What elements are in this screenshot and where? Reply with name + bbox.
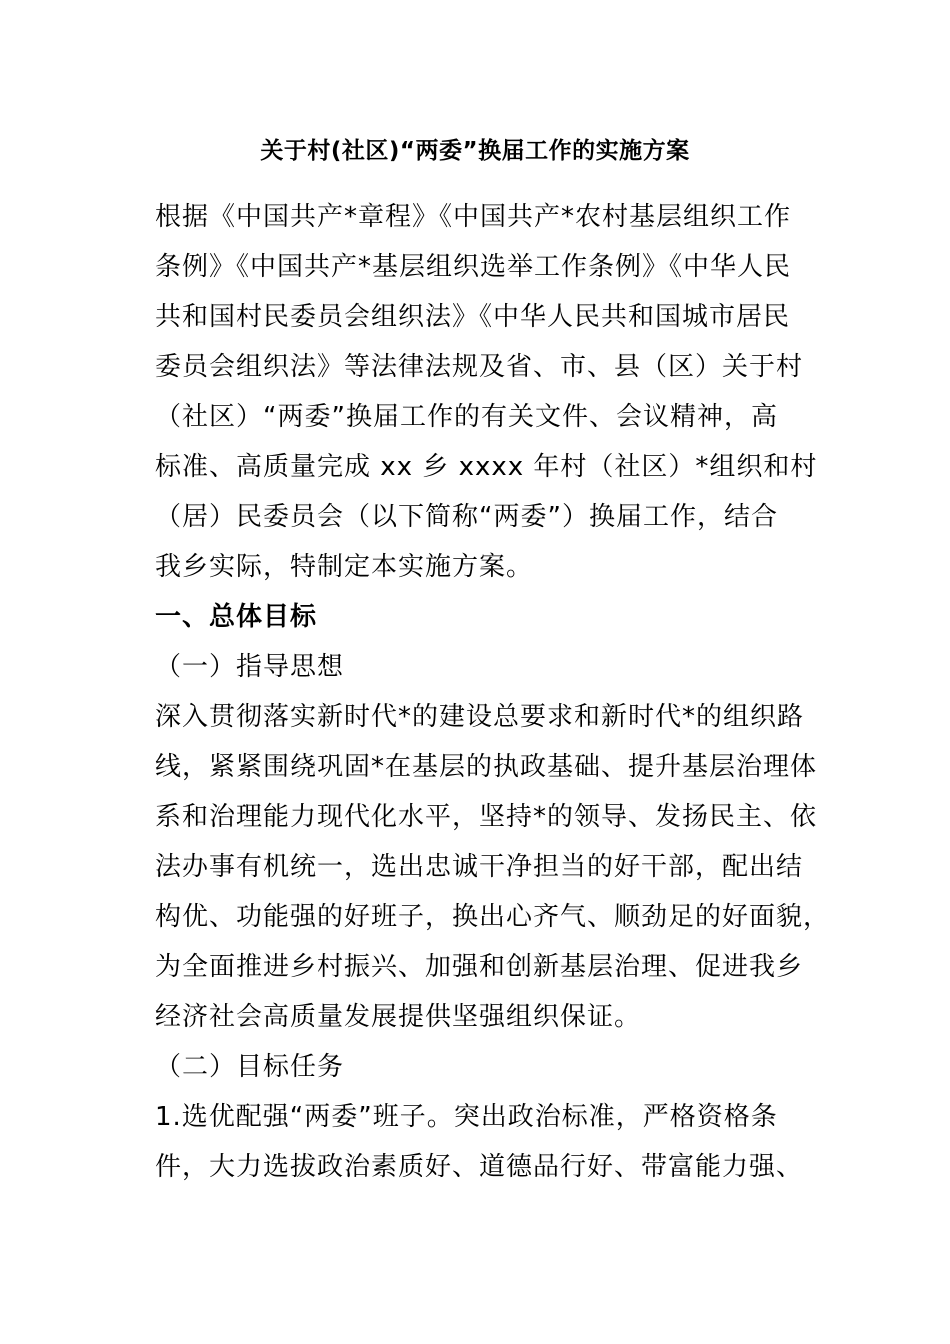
guiding-line-3: 系和治理能力现代化水平，坚持*的领导、发扬民主、依 — [155, 802, 818, 832]
intro-line-1: 根据《中国共产*章程》《中国共产*农村基层组织工作 — [155, 202, 792, 232]
intro-line-4: 委员会组织法》等法律法规及省、市、县（区）关于村 — [155, 352, 804, 382]
intro-line-3: 共和国村民委员会组织法》《中华人民共和国城市居民 — [155, 302, 791, 332]
guiding-line-1: 深入贯彻落实新时代*的建设总要求和新时代*的组织路 — [155, 702, 805, 732]
guiding-line-6: 为全面推进乡村振兴、加强和创新基层治理、促进我乡 — [155, 952, 804, 982]
subsection-heading-guiding-ideology: （一）指导思想 — [155, 652, 345, 682]
guiding-line-2: 线，紧紧围绕巩固*在基层的执政基础、提升基层治理体 — [155, 752, 818, 782]
tasks-line-2: 件，大力选拔政治素质好、道德品行好、带富能力强、 — [155, 1152, 804, 1182]
tasks-line-1: 1.选优配强“两委”班子。突出政治标准，严格资格条 — [155, 1102, 778, 1132]
section-heading-overall-goal: 一、总体目标 — [155, 602, 318, 632]
subsection-heading-target-tasks: （二）目标任务 — [155, 1052, 345, 1082]
intro-line-7: （居）民委员会（以下简称“两委”）换届工作，结合 — [155, 502, 778, 532]
intro-line-2: 条例》《中国共产*基层组织选举工作条例》《中华人民 — [155, 252, 792, 282]
intro-line-6: 标准、高质量完成 xx 乡 xxxx 年村（社区）*组织和村 — [155, 452, 818, 482]
guiding-line-7: 经济社会高质量发展提供坚强组织保证。 — [155, 1002, 642, 1032]
guiding-line-4: 法办事有机统一，选出忠诚干净担当的好干部，配出结 — [155, 852, 804, 882]
guiding-line-5: 构优、功能强的好班子，换出心齐气、顺劲足的好面貌， — [155, 902, 831, 932]
document-title: 关于村(社区)“两委”换届工作的实施方案 — [260, 138, 690, 164]
intro-line-8: 我乡实际，特制定本实施方案。 — [155, 552, 534, 582]
intro-line-5: （社区）“两委”换届工作的有关文件、会议精神，高 — [155, 402, 778, 432]
